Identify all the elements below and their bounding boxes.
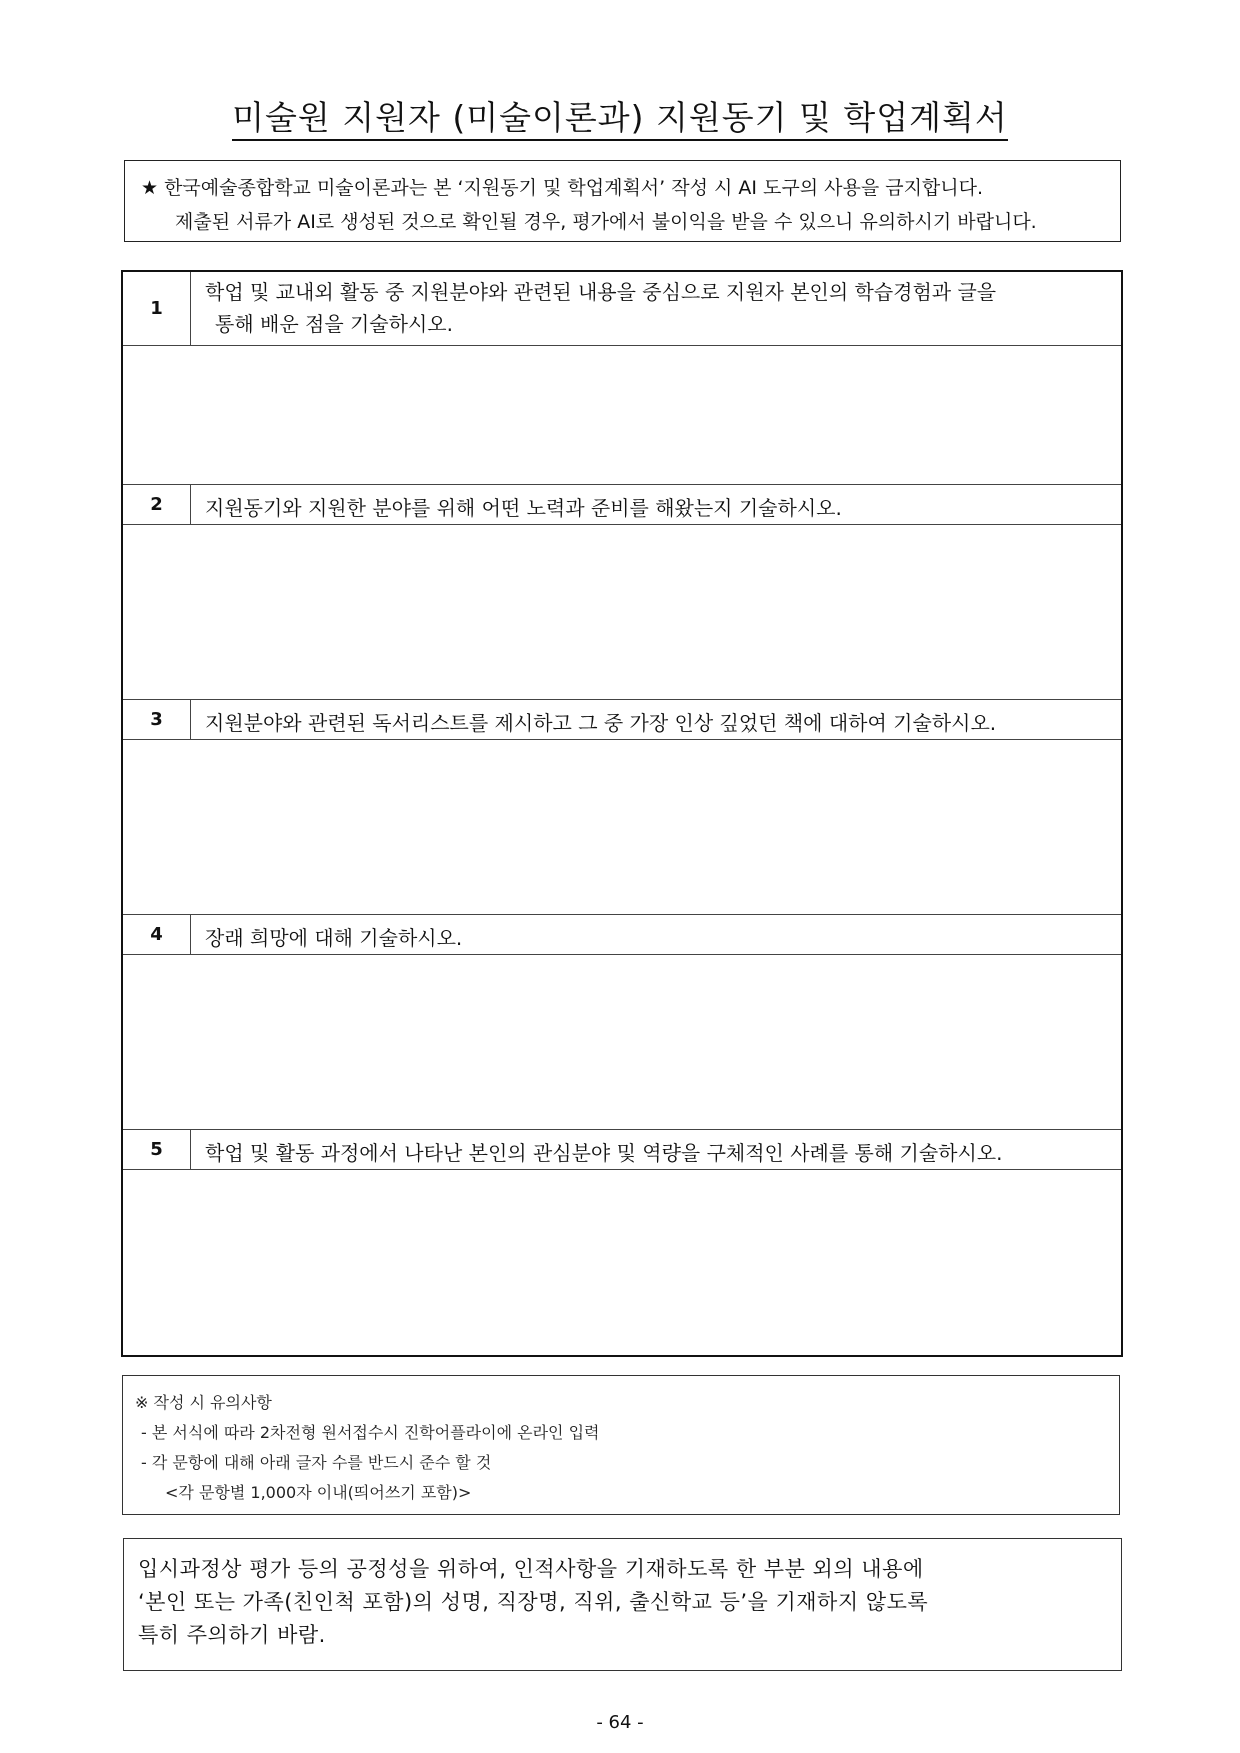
question-row-4 (123, 915, 1121, 955)
question-text (191, 272, 1121, 345)
question-text: 학업 및 활동 과정에서 나타난 본인의 관심분야 및 역량을 구체적인 사례를 통해 기술하시오. (205, 1140, 1003, 1165)
question-text-line-2: 통해 배운 점을 기술하시오. (215, 312, 453, 336)
question-text: 지원동기와 지원한 분야를 위해 어떤 노력과 준비를 해왔는지 기술하시오. (205, 495, 842, 520)
ai-notice-line-2: 제출된 서류가 AI로 생성된 것으로 확인될 경우, 평가에서 불이익을 받을 수 있으니 유의하시기 바랍니다. (175, 211, 1037, 233)
writing-guidelines-box (122, 1375, 1120, 1515)
guidelines-heading: ※ 작성 시 유의사항 (135, 1393, 272, 1412)
page-title (0, 92, 1240, 139)
questions-table (121, 270, 1123, 1357)
warning-line-2: ‘본인 또는 가족(친인척 포함)의 성명, 직장명, 직위, 출신학교 등’을 기재하지 않도록 (138, 1590, 929, 1614)
warning-line-1: 입시과정상 평가 등의 공정성을 위하여, 인적사항을 기재하도록 한 부분 외의 내용에 (138, 1557, 924, 1581)
page-number: - 64 - (596, 1712, 644, 1733)
guideline-item-1: - 본 서식에 따라 2차전형 원서접수시 진학어플라이에 온라인 입력 (141, 1423, 600, 1442)
question-text-line-1: 학업 및 교내외 활동 중 지원분야와 관련된 내용을 중심으로 지원자 본인의 학습경험과 글을 (205, 280, 997, 304)
warning-line-3: 특히 주의하기 바람. (138, 1623, 326, 1647)
question-row-2 (123, 485, 1121, 525)
answer-area-4[interactable] (123, 955, 1121, 1130)
answer-area-1[interactable] (123, 346, 1121, 485)
question-number: 2 (123, 485, 191, 524)
personal-info-warning-box (123, 1538, 1122, 1671)
question-number: 5 (123, 1130, 191, 1169)
page-title-text: 미술원 지원자 (미술이론과) 지원동기 및 학업계획서 (232, 98, 1008, 141)
guideline-item-2: - 각 문항에 대해 아래 글자 수를 반드시 준수 할 것 (141, 1453, 492, 1472)
question-text: 장래 희망에 대해 기술하시오. (205, 925, 463, 950)
answer-area-2[interactable] (123, 525, 1121, 700)
answer-area-5[interactable] (123, 1170, 1121, 1354)
ai-notice-line-1: ★ 한국예술종합학교 미술이론과는 본 ‘지원동기 및 학업계획서’ 작성 시 AI 도구의 사용을 금지합니다. (141, 177, 984, 199)
question-number: 4 (123, 915, 191, 954)
question-row-3 (123, 700, 1121, 740)
character-limit-note: <각 문항별 1,000자 이내(띄어쓰기 포함)> (165, 1483, 472, 1502)
ai-notice-box (124, 160, 1121, 242)
question-number: 1 (123, 272, 191, 345)
question-row-1 (123, 272, 1121, 346)
question-number: 3 (123, 700, 191, 739)
question-row-5 (123, 1130, 1121, 1170)
question-text: 지원분야와 관련된 독서리스트를 제시하고 그 중 가장 인상 깊었던 책에 대하여 기술하시오. (205, 710, 997, 735)
answer-area-3[interactable] (123, 740, 1121, 915)
